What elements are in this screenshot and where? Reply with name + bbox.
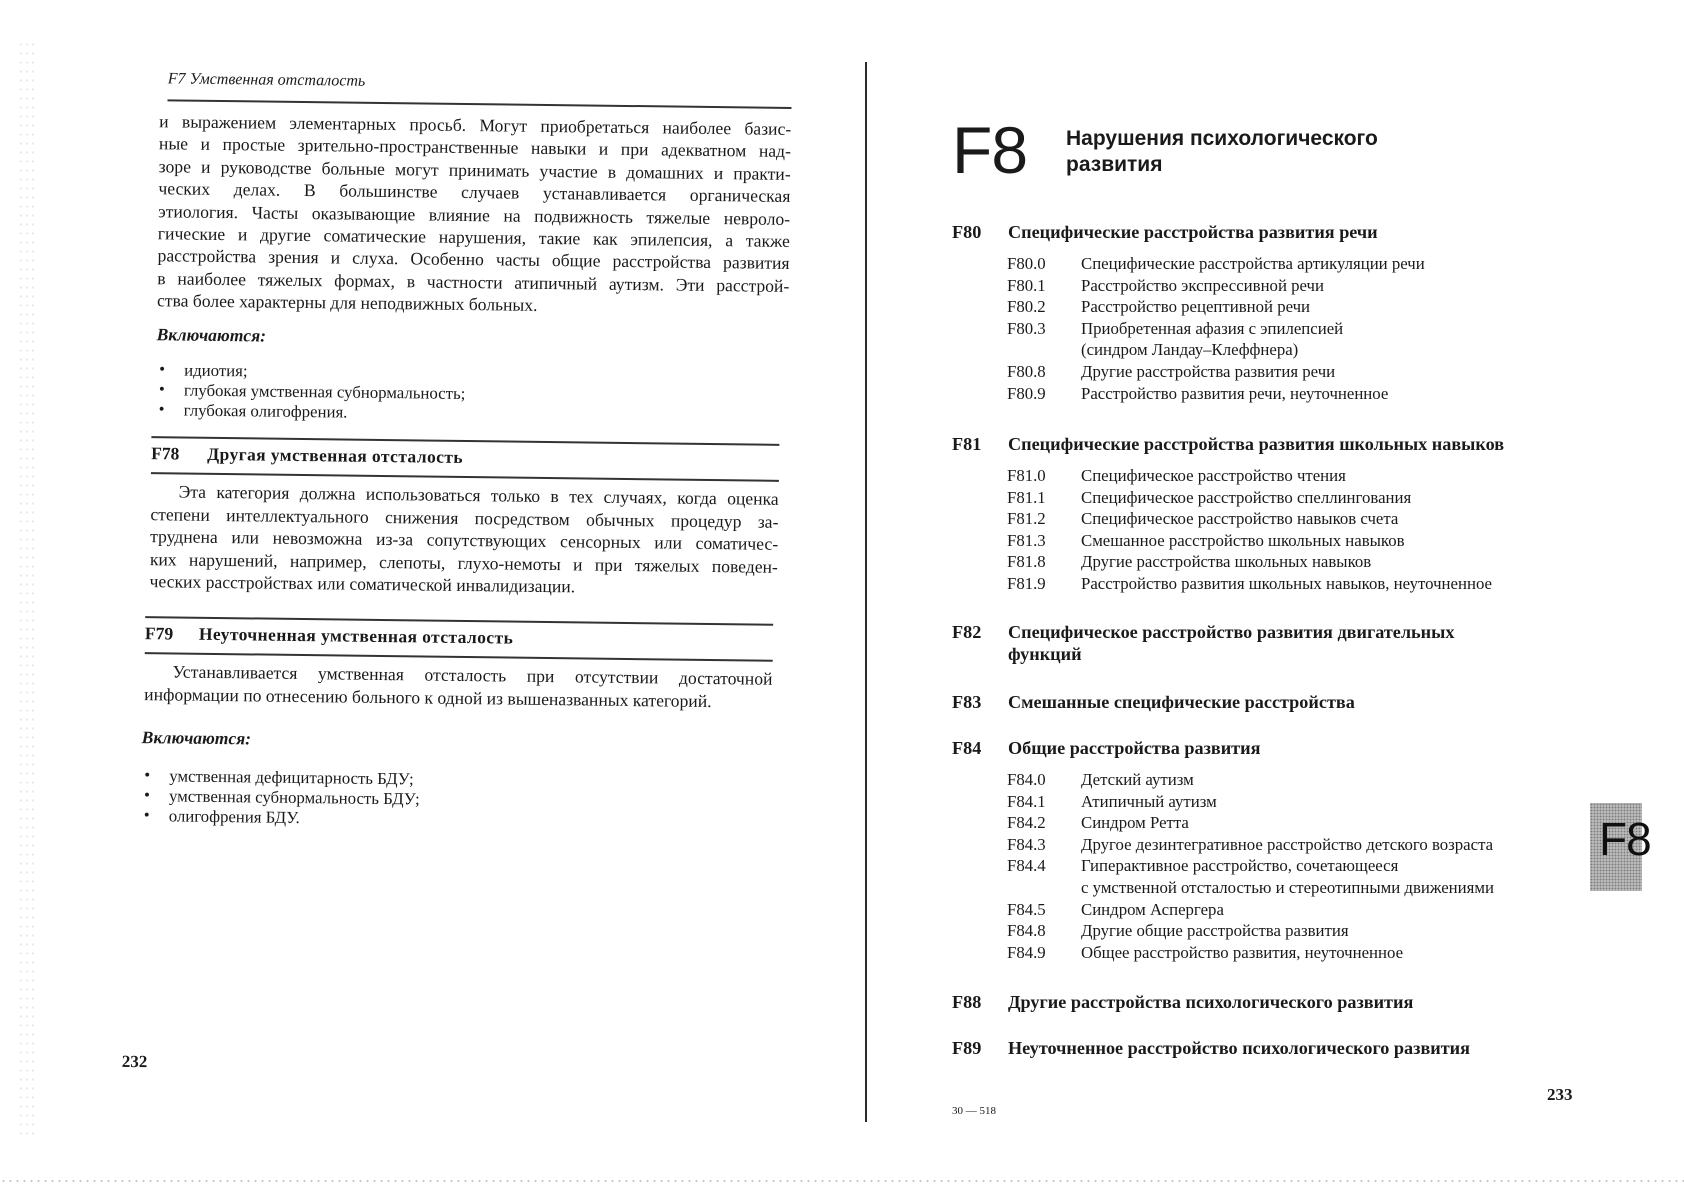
subcategory-code: F81.1 <box>1007 487 1046 507</box>
page-gutter <box>865 62 867 1122</box>
section-heading <box>940 221 1600 243</box>
subcategory-text: Другое дезинтегративное расстройство детского возраста <box>1081 834 1494 854</box>
print-code: 30 — 518 <box>952 1105 996 1117</box>
section-f83 <box>940 691 1600 713</box>
subcategory-code: F84.4 <box>1007 856 1046 876</box>
text-line: ческих делах. В большинстве случаев устанавливается органическая <box>158 178 791 207</box>
section-title: Неуточненная умственная отсталость <box>198 623 514 648</box>
section-code: F83 <box>952 692 982 712</box>
subcategory-text: Специфические расстройства артикуляции речи <box>1081 254 1425 273</box>
running-head-rule <box>167 99 791 109</box>
section-heading <box>940 737 1600 759</box>
subcategory-text: Детский аутизм <box>1081 770 1194 789</box>
subcategory-row <box>940 877 1600 899</box>
section-title: Специфическое расстройство развития двигательных <box>1008 622 1455 642</box>
subcategory-row <box>940 275 1600 297</box>
subcategory-code: F84.2 <box>1007 813 1046 833</box>
subcategory-code: F84.5 <box>1007 899 1046 919</box>
f78-paragraph <box>149 480 778 601</box>
section-title: функций <box>1008 644 1082 664</box>
chapter-thumb-tab <box>1590 803 1651 891</box>
includes-heading: Включаются: <box>156 324 267 346</box>
section-code: F78 <box>151 443 180 464</box>
text-line: степени интеллектуального снижения посредством обычных процедур за- <box>150 503 779 532</box>
section-rule <box>145 652 773 661</box>
subcategory-row <box>940 812 1600 834</box>
text-line: ные и простые зрительно-пространственные навыки и при адекватном над- <box>158 133 792 162</box>
text-line: в наиболее тяжелых формах, в частности атипичный аутизм. Эти расстрой- <box>157 268 790 296</box>
subcategory-text: с умственной отсталостью и стереотипными движениями <box>1081 877 1494 897</box>
section-f82 <box>940 621 1600 665</box>
left-page <box>121 60 800 1118</box>
section-heading <box>940 1037 1600 1059</box>
page-number: 232 <box>121 1051 148 1072</box>
text-line: этиология. Часты оказывающие влияние на подвижность тяжелые невроло- <box>158 200 791 229</box>
subcategory-text: Расстройство экспрессивной речи <box>1081 275 1324 295</box>
right-page <box>940 115 1600 1125</box>
subcategory-row <box>940 920 1600 942</box>
subcategory-list <box>940 253 1600 404</box>
scan-edge-artifact <box>18 40 36 1140</box>
subcategory-text: Приобретенная афазия с эпилепсией <box>1081 318 1344 338</box>
subcategory-text: Расстройство рецептивной речи <box>1081 297 1311 317</box>
subcategory-code: F81.8 <box>1007 552 1046 572</box>
subcategory-row <box>940 769 1600 791</box>
list-item: • умственная субнормальность БДУ; <box>141 786 420 809</box>
subcategory-row <box>940 551 1600 573</box>
subcategory-row <box>940 383 1600 405</box>
f79-paragraph <box>144 660 773 713</box>
section-code: F88 <box>952 992 982 1012</box>
includes-heading: Включаются: <box>141 727 252 749</box>
subcategory-text: Расстройство развития речи, неуточненное <box>1081 383 1389 403</box>
subcategory-code: F80.3 <box>1007 318 1046 338</box>
subcategory-row <box>940 791 1600 813</box>
subcategory-code: F81.2 <box>1007 509 1046 529</box>
chapter-title-line: развития <box>1066 153 1163 176</box>
chapter-code: F8 <box>952 113 1028 187</box>
section-title: Неуточненное расстройство психологического развития <box>1008 1038 1470 1058</box>
page-number: 233 <box>1547 1085 1573 1104</box>
subcategory-row <box>940 530 1600 552</box>
subcategory-row <box>940 253 1600 275</box>
subcategory-row <box>940 834 1600 856</box>
section-title: Смешанные специфические расстройства <box>1008 692 1355 712</box>
thumb-tab-label: F8 <box>1599 813 1651 865</box>
subcategory-code: F84.8 <box>1007 921 1046 941</box>
text-line: ческих расстройствах или соматической инвалидизации. <box>149 571 576 597</box>
chapter-title <box>1066 126 1486 178</box>
subcategory-text: Другие расстройства развития речи <box>1081 361 1336 381</box>
section-rule <box>151 472 779 481</box>
subcategory-row <box>940 508 1600 530</box>
subcategory-text: Специфическое расстройство чтения <box>1081 466 1346 485</box>
subcategory-code: F84.0 <box>1007 770 1046 789</box>
section-heading <box>940 621 1600 665</box>
text-line: ких нарушений, например, слепоты, глухо-немоты и при тяжелых поведен- <box>149 548 778 577</box>
section-heading <box>940 691 1600 713</box>
includes-list <box>156 360 466 424</box>
subcategory-text: Расстройство развития школьных навыков, неуточненное <box>1081 573 1492 593</box>
subcategory-text: Специфическое расстройство навыков счета <box>1081 509 1399 529</box>
list-item: • глубокая олигофрения. <box>156 400 466 424</box>
subcategory-text: Гиперактивное расстройство, сочетающееся <box>1081 856 1399 876</box>
subcategory-text: Другие общие расстройства развития <box>1081 921 1349 941</box>
intro-paragraph <box>157 110 791 319</box>
section-code: F82 <box>952 622 982 642</box>
section-f81 <box>940 433 1600 595</box>
section-title: Специфические расстройства развития школьных навыков <box>1008 434 1505 454</box>
subcategory-row <box>940 339 1600 361</box>
subcategory-text: Специфическое расстройство спеллингования <box>1081 487 1412 507</box>
subcategory-row <box>940 296 1600 318</box>
subcategory-row <box>940 899 1600 921</box>
subcategory-code: F81.9 <box>1007 573 1046 593</box>
section-title: Общие расстройства развития <box>1008 738 1261 758</box>
subcategory-row <box>940 942 1600 964</box>
subcategory-row <box>940 318 1600 340</box>
list-item: • умственная дефицитарность БДУ; <box>141 766 420 789</box>
section-title: Другая умственная отсталость <box>207 443 464 467</box>
subcategory-code: F81.0 <box>1007 466 1046 485</box>
list-item: • глубокая умственная субнормальность; <box>156 380 466 404</box>
subcategory-text: (синдром Ландау–Клеффнера) <box>1081 340 1299 360</box>
subcategory-text: Общее расстройство развития, неуточненное <box>1081 942 1404 962</box>
subcategory-list <box>940 465 1600 595</box>
subcategory-code: F80.1 <box>1007 275 1046 295</box>
subcategory-code: F84.3 <box>1007 834 1046 854</box>
running-head: F7 Умственная отсталость <box>167 70 366 90</box>
subcategory-list <box>940 769 1600 963</box>
text-line: ства более характерны для неподвижных больных. <box>156 290 538 316</box>
text-line: и выражением элементарных просьб. Могут приобретаться наиболее базис- <box>159 111 792 139</box>
subcategory-row <box>940 573 1600 595</box>
section-code: F84 <box>952 738 982 758</box>
subcategory-code: F81.3 <box>1007 530 1046 550</box>
text-line: труднена или невозможна из-за сопутствующих сенсорных или соматичес- <box>150 526 779 555</box>
section-title: Специфические расстройства развития речи <box>1008 222 1378 242</box>
subcategory-text: Другие расстройства школьных навыков <box>1081 552 1372 572</box>
subcategory-text: Синдром Ретта <box>1081 813 1189 833</box>
list-item: • олигофрения БДУ. <box>141 806 420 829</box>
section-heading <box>940 991 1600 1013</box>
subcategory-code: F84.9 <box>1007 942 1046 962</box>
subcategory-code: F84.1 <box>1007 791 1046 811</box>
section-code: F81 <box>952 434 982 454</box>
text-line: гические и другие соматические нарушения, такие как эпилепсия, а также <box>157 223 790 251</box>
subcategory-row <box>940 465 1600 487</box>
scan-bottom-artifact <box>0 1178 1684 1184</box>
subcategory-row <box>940 855 1600 877</box>
section-f88 <box>940 991 1600 1013</box>
section-f80 <box>940 221 1600 404</box>
section-code: F79 <box>144 623 174 644</box>
section-f84 <box>940 737 1600 963</box>
section-title: Другие расстройства психологического развития <box>1008 992 1414 1012</box>
section-code: F80 <box>952 222 982 242</box>
section-f89 <box>940 1037 1600 1059</box>
subcategory-text: Смешанное расстройство школьных навыков <box>1081 530 1405 550</box>
subcategory-code: F80.2 <box>1007 297 1046 317</box>
subcategory-code: F80.8 <box>1007 361 1046 381</box>
list-item: • идиотия; <box>156 360 466 384</box>
chapter-title-line: Нарушения психологического <box>1066 127 1378 150</box>
subcategory-text: Синдром Аспергера <box>1081 899 1224 919</box>
subcategory-text: Атипичный аутизм <box>1081 791 1217 811</box>
text-line: зоре и руководстве больные могут принимать участие в домашних и практи- <box>158 156 791 184</box>
text-line: расстройства зрения и слуха. Особенно часты общие расстройства развития <box>157 245 790 274</box>
subcategory-code: F80.0 <box>1007 254 1046 273</box>
subcategory-row <box>940 361 1600 383</box>
includes-list <box>141 766 420 829</box>
text-line: информации по отнесению больного к одной из вышеназванных категорий. <box>144 683 712 711</box>
subcategory-row <box>940 487 1600 509</box>
text-line: Устанавливается умственная отсталость при отсутствии достаточной <box>172 661 773 689</box>
section-heading <box>940 433 1600 455</box>
subcategory-code: F80.9 <box>1007 383 1046 403</box>
section-code: F89 <box>952 1038 982 1058</box>
text-line: Эта категория должна использоваться только в тех случаях, когда оценка <box>178 481 779 509</box>
